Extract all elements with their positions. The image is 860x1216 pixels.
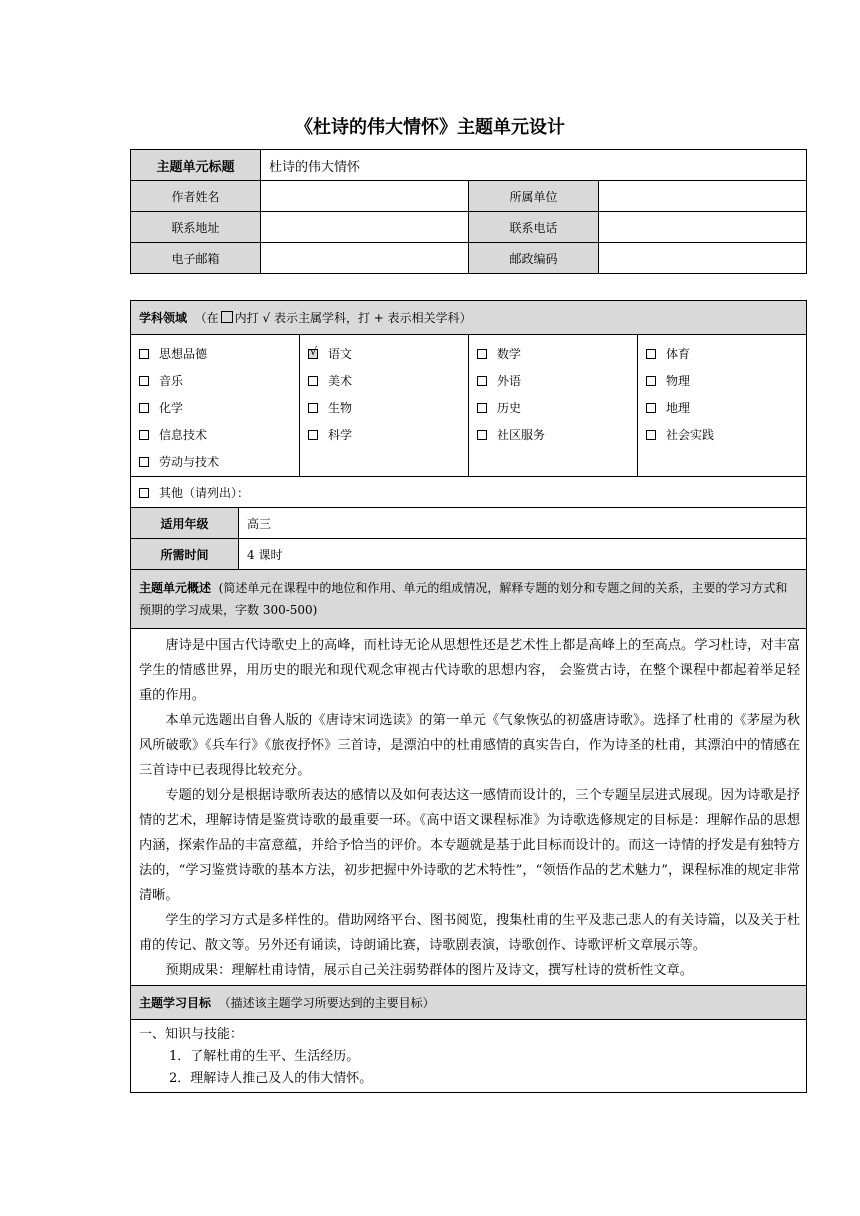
goal-item: 2．理解诗人推己及人的伟大情怀。 <box>169 1071 373 1086</box>
unit-org-value[interactable] <box>599 181 807 212</box>
overview-paragraph: 预期成果：理解杜甫诗情，展示自己关注弱势群体的图片及诗文，撰写杜诗的赏析性文章。 <box>165 963 693 978</box>
overview-body[interactable] <box>131 629 807 986</box>
grade-value[interactable]: 高三 <box>239 508 807 539</box>
checkbox-icon[interactable] <box>646 376 656 386</box>
subject-column-4 <box>638 335 807 477</box>
unit-org-label: 所属单位 <box>469 181 599 212</box>
email-value[interactable] <box>261 243 469 274</box>
address-label: 联系地址 <box>131 212 261 243</box>
unit-title-value[interactable]: 杜诗的伟大情怀 <box>261 150 807 181</box>
subject-item[interactable]: 社区服务 <box>477 422 637 449</box>
info-table <box>130 149 807 274</box>
time-label: 所需时间 <box>131 539 239 570</box>
unit-title-label: 主题单元标题 <box>131 150 261 181</box>
checkbox-icon[interactable] <box>308 430 318 440</box>
goals-section-heading: 一、知识与技能： <box>139 1027 244 1042</box>
goals-label: 主题学习目标 <box>139 996 212 1010</box>
subject-header-note-b: 内打 √ 表示主属学科，打 + 表示相关学科） <box>234 311 472 325</box>
subject-item[interactable]: 化学 <box>139 395 299 422</box>
goals-header <box>131 986 807 1020</box>
subject-column-3 <box>469 335 638 477</box>
checkbox-icon[interactable] <box>477 376 487 386</box>
author-label: 作者姓名 <box>131 181 261 212</box>
phone-label: 联系电话 <box>469 212 599 243</box>
time-value[interactable]: 4 课时 <box>239 539 807 570</box>
email-label: 电子邮箱 <box>131 243 261 274</box>
subject-item[interactable]: 音乐 <box>139 368 299 395</box>
checkbox-icon[interactable] <box>308 376 318 386</box>
checkbox-icon[interactable] <box>477 403 487 413</box>
checkbox-icon[interactable] <box>646 430 656 440</box>
subject-column-1 <box>131 335 300 477</box>
grade-label: 适用年级 <box>131 508 239 539</box>
checkbox-icon[interactable] <box>139 457 149 467</box>
goals-note: （描述该主题学习所要达到的主要目标） <box>218 996 435 1010</box>
subject-item[interactable]: 外语 <box>477 368 637 395</box>
address-value[interactable] <box>261 212 469 243</box>
zip-label: 邮政编码 <box>469 243 599 274</box>
checkbox-icon[interactable] <box>139 430 149 440</box>
checkbox-icon[interactable] <box>139 376 149 386</box>
design-table <box>130 300 807 1093</box>
subject-item[interactable]: 科学 <box>308 422 468 449</box>
checkbox-icon[interactable] <box>477 349 487 359</box>
zip-value[interactable] <box>599 243 807 274</box>
subject-header <box>131 301 807 335</box>
overview-note: (简述单元在课程中的地位和作用、单元的组成情况，解释专题的划分和专题之间的关系，主要的学习方式和预期的学习成果，字数 300-500) <box>139 581 788 617</box>
subject-item[interactable]: 地理 <box>646 395 806 422</box>
phone-value[interactable] <box>599 212 807 243</box>
overview-paragraph: 学生的学习方式是多样性的。借助网络平台、图书阅览，搜集杜甫的生平及悲己悲人的有关诗篇，以及关于杜甫的传记、散文等。另外还有诵读，诗朗诵比赛，诗歌剧表演，诗歌创作、诗歌评析文章展示等。 <box>139 913 801 953</box>
document-title: 《杜诗的伟大情怀》主题单元设计 <box>295 117 565 138</box>
overview-paragraph: 本单元选题出自鲁人版的《唐诗宋词选读》的第一单元《气象恢弘的初盛唐诗歌》。选择了杜甫的《茅屋为秋风所破歌》《兵车行》《旅夜抒怀》三首诗，是漂泊中的杜甫感情的真实告白，作为诗圣的杜甫，其漂泊中的情感在三首诗中已表现得比较充分。 <box>139 713 801 778</box>
subject-item[interactable]: 历史 <box>477 395 637 422</box>
checkbox-icon[interactable] <box>646 349 656 359</box>
overview-paragraph: 唐诗是中国古代诗歌史上的高峰，而杜诗无论从思想性还是艺术性上都是高峰上的至高点。学习杜诗，对丰富学生的情感世界，用历史的眼光和现代观念审视古代诗歌的思想内容， 会鉴赏古诗，在整个课程中都起着举足轻重的作用。 <box>139 638 801 703</box>
info-row-address <box>131 212 807 243</box>
goal-item: 1．了解杜甫的生平、生活经历。 <box>169 1049 360 1064</box>
subject-item[interactable]: 社会实践 <box>646 422 806 449</box>
info-row-email <box>131 243 807 274</box>
checkbox-icon[interactable] <box>646 403 656 413</box>
subject-item[interactable]: 物理 <box>646 368 806 395</box>
subject-item[interactable]: 思想品德 <box>139 341 299 368</box>
info-row-author <box>131 181 807 212</box>
info-row-title <box>131 150 807 181</box>
subject-header-note-a: （在 <box>194 311 219 325</box>
subject-item[interactable]: 生物 <box>308 395 468 422</box>
subject-item[interactable]: √语文 <box>308 341 468 368</box>
author-value[interactable] <box>261 181 469 212</box>
checkbox-icon[interactable] <box>139 403 149 413</box>
subject-item[interactable]: 劳动与技术 <box>139 449 299 476</box>
subject-other[interactable]: 其他（请列出）： <box>131 477 807 508</box>
overview-paragraph: 专题的划分是根据诗歌所表达的感情以及如何表达这一感情而设计的，三个专题呈层进式展现。因为诗歌是抒情的艺术，理解诗情是鉴赏诗歌的最重要一环。《高中语文课程标准》为诗歌选修规定的目标是：理解作品的思想内涵，探索作品的丰富意蕴，并给予恰当的评价。本专题就是基于此目标而设计的。而这一诗情的抒发是有独特方法的，“学习鉴赏诗歌的基本方法，初步把握中外诗歌的艺术特性”，“领悟作品的艺术魅力”，课程标准的规定非常清晰。 <box>139 788 801 903</box>
subject-item[interactable]: 信息技术 <box>139 422 299 449</box>
subject-header-label: 学科领域 <box>139 311 188 325</box>
overview-header <box>131 570 807 629</box>
checkbox-checked-icon[interactable] <box>308 349 318 359</box>
subject-item[interactable]: 体育 <box>646 341 806 368</box>
checkbox-icon[interactable] <box>139 349 149 359</box>
subject-column-2 <box>300 335 469 477</box>
subject-item[interactable]: 美术 <box>308 368 468 395</box>
checkbox-icon[interactable] <box>139 488 149 498</box>
overview-label: 主题单元概述 <box>139 581 212 595</box>
checkbox-icon[interactable] <box>477 430 487 440</box>
subject-item[interactable]: 数学 <box>477 341 637 368</box>
checkbox-sample-icon <box>221 311 233 323</box>
checkbox-icon[interactable] <box>308 403 318 413</box>
goals-body[interactable] <box>131 1020 807 1093</box>
